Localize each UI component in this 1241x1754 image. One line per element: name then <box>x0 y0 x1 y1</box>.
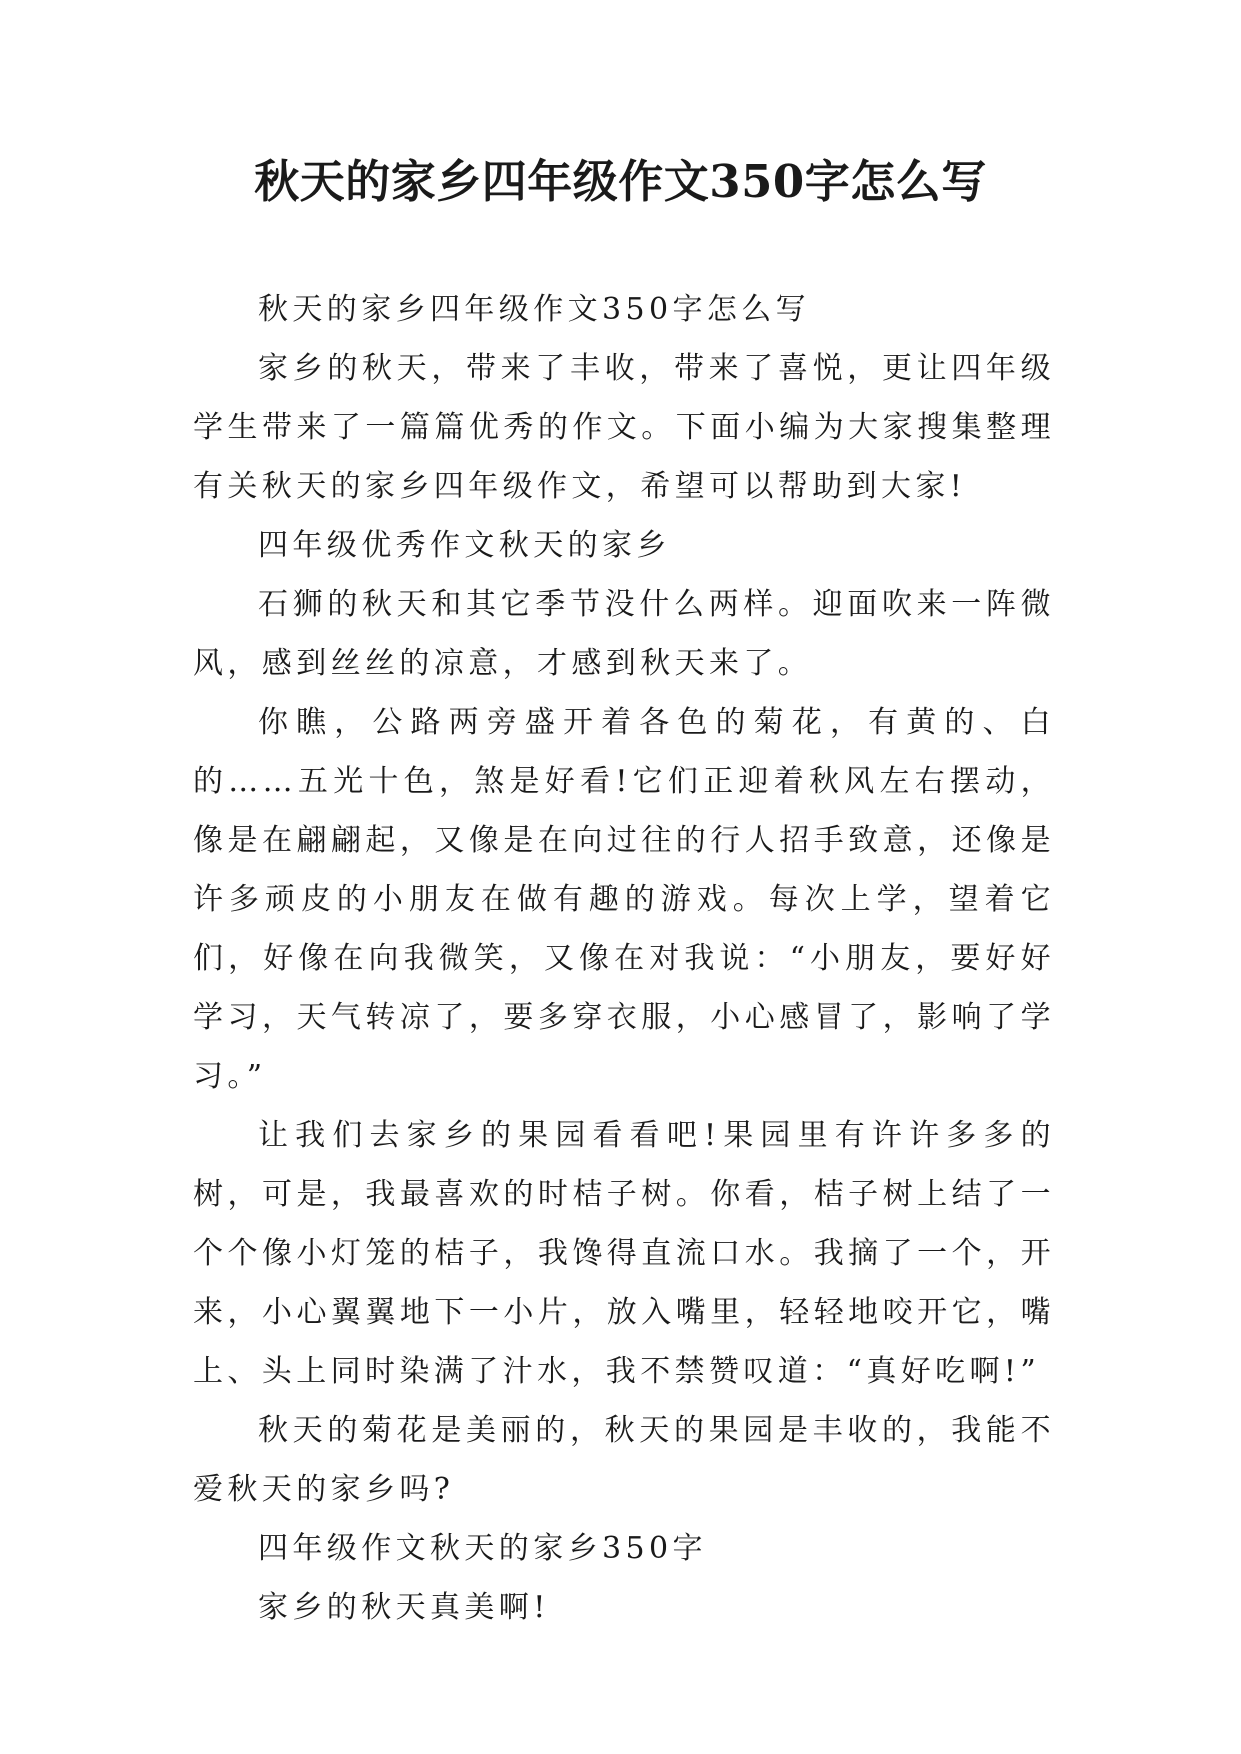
paragraph: 家乡的秋天真美啊! <box>258 1590 550 1625</box>
paragraph-heading-1: 四年级优秀作文秋天的家乡 <box>258 528 671 563</box>
document-title: 秋天的家乡四年级作文350字怎么写 <box>254 155 987 208</box>
document-body <box>193 280 1055 1637</box>
paragraph-subtitle: 秋天的家乡四年级作文350字怎么写 <box>258 292 811 327</box>
paragraph: 让我们去家乡的果园看看吧!果园里有许许多多的树，可是，我最喜欢的时桔子树。你看，桔子树上结了一个个像小灯笼的桔子，我馋得直流口水。我摘了一个，开来，小心翼翼地下一小片，放入嘴里，轻轻地咬开它，嘴上、头上同时染满了汁水，我不禁赞叹道：“真好吃啊!” <box>193 1118 1055 1389</box>
paragraph: 秋天的菊花是美丽的，秋天的果园是丰收的，我能不爱秋天的家乡吗? <box>193 1413 1055 1507</box>
paragraph-intro: 家乡的秋天，带来了丰收，带来了喜悦，更让四年级学生带来了一篇篇优秀的作文。下面小编为大家搜集整理有关秋天的家乡四年级作文，希望可以帮助到大家! <box>193 351 1055 504</box>
paragraph-heading-2: 四年级作文秋天的家乡350字 <box>258 1531 707 1566</box>
paragraph: 你瞧，公路两旁盛开着各色的菊花，有黄的、白的……五光十色，煞是好看!它们正迎着秋风左右摆动，像是在翩翩起，又像是在向过往的行人招手致意，还像是许多顽皮的小朋友在做有趣的游戏。每次上学，望着它们，好像在向我微笑，又像在对我说：“小朋友，要好好学习，天气转凉了，要多穿衣服，小心感冒了，影响了学习。” <box>193 705 1055 1094</box>
paragraph: 石狮的秋天和其它季节没什么两样。迎面吹来一阵微风，感到丝丝的凉意，才感到秋天来了。 <box>193 587 1055 681</box>
